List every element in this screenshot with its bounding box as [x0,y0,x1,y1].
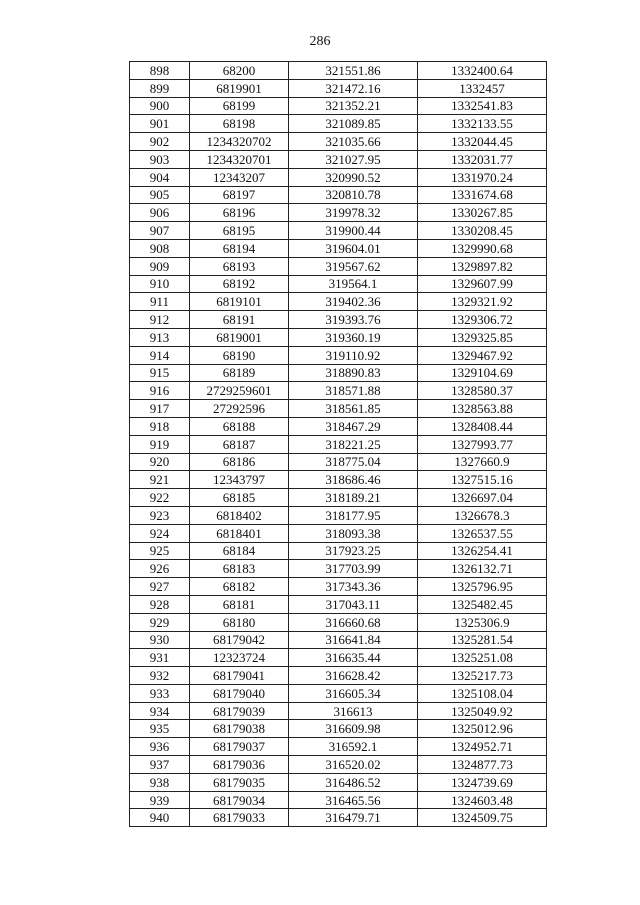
y-coordinate-cell: 1329990.68 [418,239,547,257]
point-id-cell: 68185 [190,489,289,507]
row-index-cell: 924 [130,524,190,542]
table-row [130,702,547,720]
table-row [130,186,547,204]
table-row [130,506,547,524]
row-index-cell: 932 [130,667,190,685]
y-coordinate-cell: 1326678.3 [418,506,547,524]
table-row [130,328,547,346]
x-coordinate-cell: 321027.95 [289,150,418,168]
x-coordinate-cell: 319360.19 [289,328,418,346]
table-row [130,382,547,400]
point-id-cell: 68190 [190,346,289,364]
y-coordinate-cell: 1326132.71 [418,560,547,578]
point-id-cell: 68179040 [190,684,289,702]
table-row [130,346,547,364]
point-id-cell: 68188 [190,417,289,435]
y-coordinate-cell: 1326537.55 [418,524,547,542]
table-row [130,400,547,418]
y-coordinate-cell: 1324739.69 [418,773,547,791]
table-row [130,97,547,115]
row-index-cell: 922 [130,489,190,507]
row-index-cell: 937 [130,756,190,774]
y-coordinate-cell: 1332133.55 [418,115,547,133]
table-row [130,667,547,685]
table-row [130,738,547,756]
x-coordinate-cell: 321472.16 [289,79,418,97]
x-coordinate-cell: 321551.86 [289,62,418,80]
y-coordinate-cell: 1324877.73 [418,756,547,774]
point-id-cell: 68193 [190,257,289,275]
table-row [130,684,547,702]
point-id-cell: 27292596 [190,400,289,418]
x-coordinate-cell: 316592.1 [289,738,418,756]
y-coordinate-cell: 1330267.85 [418,204,547,222]
row-index-cell: 920 [130,453,190,471]
x-coordinate-cell: 316641.84 [289,631,418,649]
table-row [130,613,547,631]
table-row [130,115,547,133]
table-row [130,222,547,240]
x-coordinate-cell: 320990.52 [289,168,418,186]
point-id-cell: 68179037 [190,738,289,756]
table-row [130,720,547,738]
y-coordinate-cell: 1330208.45 [418,222,547,240]
x-coordinate-cell: 316486.52 [289,773,418,791]
table-row [130,79,547,97]
row-index-cell: 904 [130,168,190,186]
table-row [130,756,547,774]
y-coordinate-cell: 1329897.82 [418,257,547,275]
y-coordinate-cell: 1329104.69 [418,364,547,382]
row-index-cell: 910 [130,275,190,293]
table-row [130,542,547,560]
table-row [130,453,547,471]
point-id-cell: 12343797 [190,471,289,489]
row-index-cell: 907 [130,222,190,240]
point-id-cell: 68179035 [190,773,289,791]
x-coordinate-cell: 318775.04 [289,453,418,471]
table-row [130,417,547,435]
row-index-cell: 909 [130,257,190,275]
x-coordinate-cell: 316605.34 [289,684,418,702]
row-index-cell: 906 [130,204,190,222]
x-coordinate-cell: 319604.01 [289,239,418,257]
y-coordinate-cell: 1329321.92 [418,293,547,311]
x-coordinate-cell: 316628.42 [289,667,418,685]
x-coordinate-cell: 317923.25 [289,542,418,560]
table-row [130,773,547,791]
row-index-cell: 939 [130,791,190,809]
point-id-cell: 68196 [190,204,289,222]
y-coordinate-cell: 1332031.77 [418,150,547,168]
table-row [130,133,547,151]
x-coordinate-cell: 318177.95 [289,506,418,524]
row-index-cell: 935 [130,720,190,738]
row-index-cell: 903 [130,150,190,168]
row-index-cell: 940 [130,809,190,827]
table-row [130,435,547,453]
x-coordinate-cell: 318467.29 [289,417,418,435]
x-coordinate-cell: 318189.21 [289,489,418,507]
table-row [130,809,547,827]
point-id-cell: 68179041 [190,667,289,685]
row-index-cell: 925 [130,542,190,560]
point-id-cell: 68179033 [190,809,289,827]
point-id-cell: 68179036 [190,756,289,774]
point-id-cell: 68181 [190,595,289,613]
table-row [130,471,547,489]
point-id-cell: 1234320702 [190,133,289,151]
row-index-cell: 926 [130,560,190,578]
point-id-cell: 68189 [190,364,289,382]
y-coordinate-cell: 1329325.85 [418,328,547,346]
point-id-cell: 6819101 [190,293,289,311]
table-row [130,489,547,507]
table-row [130,150,547,168]
row-index-cell: 908 [130,239,190,257]
y-coordinate-cell: 1325306.9 [418,613,547,631]
y-coordinate-cell: 1331674.68 [418,186,547,204]
coordinates-table [129,61,547,827]
x-coordinate-cell: 318571.88 [289,382,418,400]
coordinates-table-body [130,62,547,827]
point-id-cell: 68179034 [190,791,289,809]
x-coordinate-cell: 319564.1 [289,275,418,293]
point-id-cell: 6818402 [190,506,289,524]
point-id-cell: 68179038 [190,720,289,738]
point-id-cell: 68200 [190,62,289,80]
point-id-cell: 68198 [190,115,289,133]
point-id-cell: 6819901 [190,79,289,97]
x-coordinate-cell: 316660.68 [289,613,418,631]
row-index-cell: 936 [130,738,190,756]
row-index-cell: 913 [130,328,190,346]
x-coordinate-cell: 318686.46 [289,471,418,489]
row-index-cell: 917 [130,400,190,418]
row-index-cell: 916 [130,382,190,400]
row-index-cell: 930 [130,631,190,649]
y-coordinate-cell: 1326254.41 [418,542,547,560]
point-id-cell: 2729259601 [190,382,289,400]
x-coordinate-cell: 316479.71 [289,809,418,827]
y-coordinate-cell: 1324509.75 [418,809,547,827]
point-id-cell: 68182 [190,578,289,596]
row-index-cell: 902 [130,133,190,151]
x-coordinate-cell: 321352.21 [289,97,418,115]
point-id-cell: 12323724 [190,649,289,667]
row-index-cell: 928 [130,595,190,613]
y-coordinate-cell: 1325281.54 [418,631,547,649]
y-coordinate-cell: 1325012.96 [418,720,547,738]
y-coordinate-cell: 1324603.48 [418,791,547,809]
y-coordinate-cell: 1325108.04 [418,684,547,702]
point-id-cell: 68186 [190,453,289,471]
point-id-cell: 68194 [190,239,289,257]
row-index-cell: 914 [130,346,190,364]
table-row [130,204,547,222]
row-index-cell: 898 [130,62,190,80]
y-coordinate-cell: 1328580.37 [418,382,547,400]
y-coordinate-cell: 1325217.73 [418,667,547,685]
y-coordinate-cell: 1329467.92 [418,346,547,364]
row-index-cell: 899 [130,79,190,97]
x-coordinate-cell: 321035.66 [289,133,418,151]
x-coordinate-cell: 317703.99 [289,560,418,578]
point-id-cell: 68195 [190,222,289,240]
y-coordinate-cell: 1332541.83 [418,97,547,115]
row-index-cell: 915 [130,364,190,382]
table-row [130,257,547,275]
row-index-cell: 923 [130,506,190,524]
y-coordinate-cell: 1332400.64 [418,62,547,80]
y-coordinate-cell: 1325049.92 [418,702,547,720]
x-coordinate-cell: 319402.36 [289,293,418,311]
x-coordinate-cell: 318890.83 [289,364,418,382]
x-coordinate-cell: 321089.85 [289,115,418,133]
row-index-cell: 938 [130,773,190,791]
x-coordinate-cell: 316609.98 [289,720,418,738]
row-index-cell: 911 [130,293,190,311]
y-coordinate-cell: 1329306.72 [418,311,547,329]
x-coordinate-cell: 317343.36 [289,578,418,596]
point-id-cell: 68191 [190,311,289,329]
point-id-cell: 68184 [190,542,289,560]
x-coordinate-cell: 319393.76 [289,311,418,329]
point-id-cell: 6818401 [190,524,289,542]
table-row [130,578,547,596]
y-coordinate-cell: 1324952.71 [418,738,547,756]
x-coordinate-cell: 316520.02 [289,756,418,774]
table-row [130,239,547,257]
y-coordinate-cell: 1325796.95 [418,578,547,596]
point-id-cell: 68192 [190,275,289,293]
table-row [130,560,547,578]
row-index-cell: 934 [130,702,190,720]
point-id-cell: 68187 [190,435,289,453]
x-coordinate-cell: 319978.32 [289,204,418,222]
row-index-cell: 931 [130,649,190,667]
row-index-cell: 921 [130,471,190,489]
row-index-cell: 919 [130,435,190,453]
point-id-cell: 68183 [190,560,289,578]
row-index-cell: 927 [130,578,190,596]
table-row [130,275,547,293]
table-row [130,311,547,329]
x-coordinate-cell: 316465.56 [289,791,418,809]
x-coordinate-cell: 316613 [289,702,418,720]
row-index-cell: 900 [130,97,190,115]
y-coordinate-cell: 1327515.16 [418,471,547,489]
table-row [130,168,547,186]
y-coordinate-cell: 1332457 [418,79,547,97]
table-row [130,649,547,667]
row-index-cell: 918 [130,417,190,435]
x-coordinate-cell: 316635.44 [289,649,418,667]
y-coordinate-cell: 1327993.77 [418,435,547,453]
y-coordinate-cell: 1332044.45 [418,133,547,151]
y-coordinate-cell: 1331970.24 [418,168,547,186]
x-coordinate-cell: 319900.44 [289,222,418,240]
point-id-cell: 68197 [190,186,289,204]
table-row [130,62,547,80]
y-coordinate-cell: 1326697.04 [418,489,547,507]
table-row [130,524,547,542]
row-index-cell: 929 [130,613,190,631]
page-number: 286 [309,34,331,49]
y-coordinate-cell: 1329607.99 [418,275,547,293]
row-index-cell: 912 [130,311,190,329]
row-index-cell: 905 [130,186,190,204]
x-coordinate-cell: 317043.11 [289,595,418,613]
table-row [130,364,547,382]
point-id-cell: 12343207 [190,168,289,186]
y-coordinate-cell: 1325482.45 [418,595,547,613]
x-coordinate-cell: 320810.78 [289,186,418,204]
row-index-cell: 901 [130,115,190,133]
point-id-cell: 6819001 [190,328,289,346]
x-coordinate-cell: 319567.62 [289,257,418,275]
table-row [130,293,547,311]
table-row [130,791,547,809]
point-id-cell: 68199 [190,97,289,115]
x-coordinate-cell: 318221.25 [289,435,418,453]
x-coordinate-cell: 319110.92 [289,346,418,364]
y-coordinate-cell: 1327660.9 [418,453,547,471]
y-coordinate-cell: 1325251.08 [418,649,547,667]
table-row [130,631,547,649]
point-id-cell: 68180 [190,613,289,631]
row-index-cell: 933 [130,684,190,702]
y-coordinate-cell: 1328563.88 [418,400,547,418]
y-coordinate-cell: 1328408.44 [418,417,547,435]
x-coordinate-cell: 318093.38 [289,524,418,542]
x-coordinate-cell: 318561.85 [289,400,418,418]
point-id-cell: 68179042 [190,631,289,649]
table-row [130,595,547,613]
point-id-cell: 1234320701 [190,150,289,168]
point-id-cell: 68179039 [190,702,289,720]
